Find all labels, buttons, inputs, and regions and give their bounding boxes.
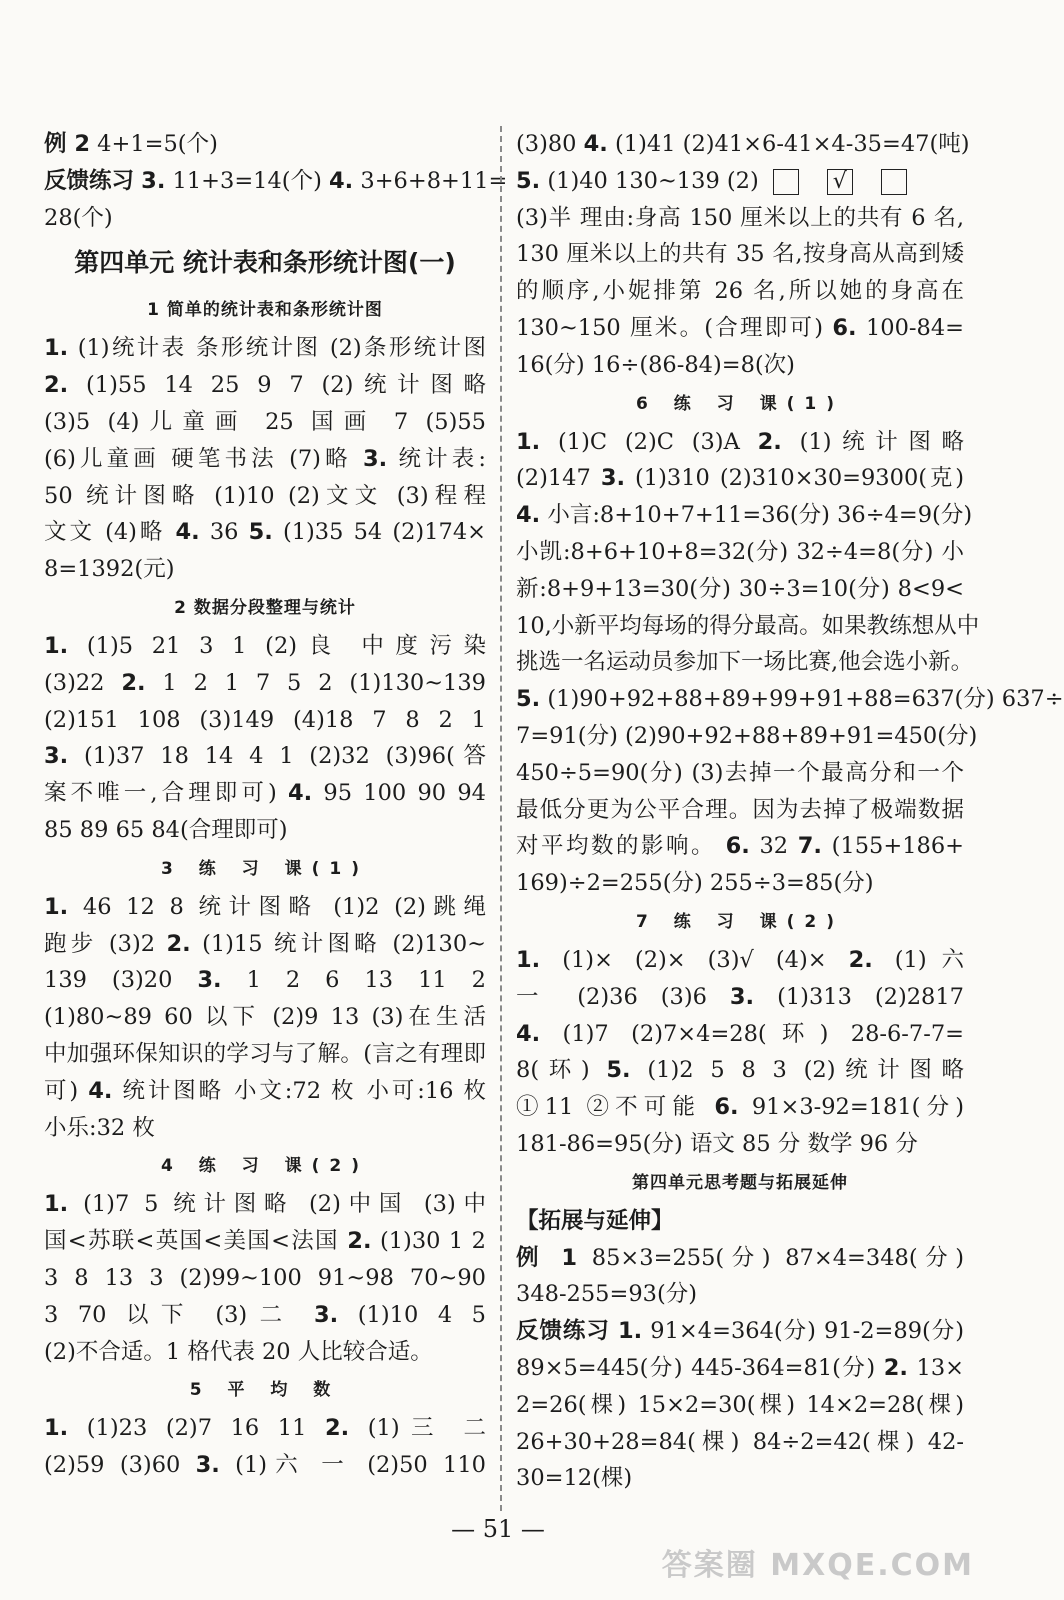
item-number: 5. (248, 519, 273, 546)
answer-line: 30=12(棵) (516, 1465, 633, 1492)
item-number: 2. (757, 428, 782, 455)
item-number: 4. (287, 780, 313, 807)
item-number: 5. (606, 1057, 631, 1084)
answer-line: 的顺序,小妮排第 26 名,所以她的身高在 (516, 278, 964, 305)
answer-line: 可) 4. 统计图略 小文:72 枚 小可:16 枚 (44, 1077, 486, 1104)
answer-line: 例 2 4+1=5(个) (44, 131, 218, 157)
answer-line: 一 (2)36 (3)6 3. (1)313 (2)2817 (516, 983, 964, 1010)
watermark: 答案圈 MXQE.COM (661, 1548, 974, 1583)
answer-line: 小乐:32 枚 (44, 1114, 155, 1141)
section-heading: 5 平 均 数 (189, 1380, 341, 1401)
answer-line: (2)147 3. (1)310 (2)310×30=9300(克) (516, 465, 964, 492)
answer-line (516, 1203, 964, 1240)
answer-line: (2)151 108 (3)149 (4)18 7 8 2 1 (44, 706, 486, 733)
answer-line: 1. (1)7 5 统计图略 (2)中国 (3)中 (44, 1191, 486, 1218)
item-number: 2. (121, 669, 146, 696)
item-number: 1. (44, 1191, 69, 1218)
item-number: 1. (516, 428, 541, 455)
item-number: 2. (166, 930, 191, 957)
item-number: 3. (197, 967, 222, 994)
item-number: 4. (583, 131, 608, 157)
answer-line: (3)22 2. 1 2 1 7 5 2 (1)130~139 (44, 669, 487, 696)
answer-line: 7=91(分) (2)90+92+88+89+91=450(分) (516, 722, 978, 749)
item-number: 3. (729, 983, 755, 1010)
answer-line: 1. (1)23 (2)7 16 11 2. (1)三 二 (44, 1415, 486, 1442)
answer-line: 3 70 以下 (3)二 3. (1)10 4 5 (44, 1301, 486, 1328)
answer-line: 案不唯一,合理即可) 4. 95 100 90 94 (44, 780, 486, 807)
item-number: 6. (725, 833, 750, 860)
answer-line: 国<苏联<英国<美国<法国 2. (1)30 1 2 (44, 1228, 486, 1255)
item-number: 3. (141, 167, 166, 194)
item-number: 4. (516, 502, 541, 529)
item-number: 例 2 (44, 131, 90, 157)
empty-box (881, 169, 907, 195)
section-heading: 3 练 习 课(1) (161, 858, 369, 879)
answer-line: (1)80~89 60 以下 (2)9 13 (3)在生活 (44, 1004, 486, 1031)
answer-line: 5. (1)90+92+88+89+99+91+88=637(分) 637÷ (516, 686, 1064, 713)
answer-line: 348-255=93(分) (516, 1281, 698, 1308)
item-number: 2. (347, 1228, 372, 1255)
item-number: 3. (314, 1301, 339, 1328)
item-number: 【拓展与延伸】 (516, 1207, 674, 1234)
item-number: 1. (44, 335, 69, 362)
answer-line: (3)80 4. (1)41 (2)41×6-41×4-35=47(吨) (516, 131, 970, 157)
item-number: 1. (516, 946, 541, 973)
item-number: 2. (848, 946, 873, 973)
answer-line: 89×5=445(分) 445-364=81(分) 2. 13× (516, 1354, 964, 1381)
answer-line: (6)儿童画 硬笔书法 (7)略 3. 统计表: (44, 445, 487, 472)
answer-line: 130 厘米以上的共有 35 名,按身高从高到矮 (516, 241, 964, 268)
answer-line: 169)÷2=255(分) 255÷3=85(分) (516, 870, 874, 897)
item-number: 3. (363, 445, 388, 472)
item-number: 反馈练习 (516, 1318, 610, 1345)
item-number: 6. (714, 1094, 739, 1121)
answer-line: 中加强环保知识的学习与了解。(言之有理即 (44, 1040, 486, 1067)
answer-line: 对平均数的影响。 6. 32 7. (155+186+ (516, 833, 965, 860)
page-number: — 51 — (451, 1515, 545, 1543)
empty-box (773, 169, 799, 195)
answer-line: 16(分) 16÷(86-84)=8(次) (516, 351, 795, 378)
answer-line: 2=26(棵) 15×2=30(棵) 14×2=28(棵) (516, 1391, 964, 1418)
answer-line: 例 1 85×3=255(分) 87×4=348(分) (516, 1244, 964, 1271)
item-number: 7. (797, 833, 822, 860)
answer-line: 1. (1)统计表 条形统计图 (2)条形统计图 (44, 335, 486, 362)
answer-line: 4. (1)7 (2)7×4=28(环) 28-6-7-7= (516, 1020, 964, 1047)
item-number: 2. (44, 372, 69, 399)
checked-box: √ (827, 169, 853, 195)
answer-line: 1. (1)5 21 3 1 (2)良 中度污染 (44, 632, 486, 659)
section-heading: 第四单元思考题与拓展延伸 (632, 1172, 848, 1193)
answer-line: 2. (1)55 14 25 9 7 (2)统计图略 (44, 372, 486, 399)
item-number: 2. (883, 1354, 908, 1381)
answer-line: 1. (1)C (2)C (3)A 2. (1)统计图略 (516, 428, 964, 455)
answer-line: 最低分更为公平合理。因为去掉了极端数据 (516, 796, 964, 823)
column-divider (500, 126, 502, 1511)
answer-line: 26+30+28=84(棵) 84÷2=42(棵) 42- (516, 1428, 964, 1455)
section-heading: 2 数据分段整理与统计 (174, 597, 356, 618)
section-heading: 6 练 习 课(1) (636, 393, 844, 414)
answer-line: 反馈练习 1. 91×4=364(分) 91-2=89(分) (516, 1318, 965, 1345)
answer-line: 28(个) (44, 204, 113, 231)
answer-line: (3)半 理由:身高 150 厘米以上的共有 6 名, (516, 204, 964, 231)
unit-title: 第四单元 统计表和条形统计图(一) (74, 248, 456, 278)
answer-line: 181-86=95(分) 语文 85 分 数学 96 分 (516, 1130, 918, 1157)
section-heading: 1 简单的统计表和条形统计图 (147, 300, 383, 321)
answer-line: ①11 ②不可能 6. 91×3-92=181(分) (516, 1094, 964, 1121)
answer-line: (2)59 (3)60 3. (1)六 一 (2)50 110 (44, 1452, 486, 1479)
answer-line: 4. 小言:8+10+7+11=36(分) 36÷4=9(分) (516, 502, 973, 529)
answer-line: (2)不合适。1 格代表 20 人比较合适。 (44, 1338, 433, 1365)
answer-line: 挑选一名运动员参加下一场比赛,他会选小新。 (516, 649, 974, 676)
section-heading: 7 练 习 课(2) (636, 911, 844, 932)
item-number: 6. (832, 314, 857, 341)
item-number: 4. (88, 1077, 113, 1104)
item-number: 1. (44, 893, 69, 920)
left-column (44, 126, 508, 1484)
item-number: 3. (195, 1452, 220, 1479)
answer-line: 50 统计图略 (1)10 (2)文文 (3)程程 (44, 482, 486, 509)
answer-line: 450÷5=90(分) (3)去掉一个最高分和一个 (516, 759, 964, 786)
item-number: 反馈练习 (44, 167, 135, 194)
answer-line: (3)5 (4)儿童画 25 国画 7 (5)55 (44, 408, 486, 435)
item-number: 1. (44, 1415, 69, 1442)
answer-line: 跑步 (3)2 2. (1)15 统计图略 (2)130~ (44, 930, 486, 957)
answer-line: 8=1392(元) (44, 556, 175, 583)
answer-line: 139 (3)20 3. 1 2 6 13 11 2 (44, 967, 486, 994)
answer-line: 新:8+9+13=30(分) 30÷3=10(分) 8<9< (516, 575, 964, 602)
item-number: 1. (617, 1318, 643, 1345)
section-heading: 4 练 习 课(2) (161, 1156, 369, 1177)
answer-line: 小凯:8+6+10+8=32(分) 32÷4=8(分) 小 (516, 538, 964, 565)
item-number: 3. (600, 465, 626, 492)
answer-line: 10,小新平均每场的得分最高。如果教练想从中 (516, 612, 980, 639)
item-number: 4. (516, 1020, 541, 1047)
answer-line: 文文 (4)略 4. 36 5. (1)35 54 (2)174× (44, 519, 486, 546)
answer-line: 85 89 65 84(合理即可) (44, 816, 288, 843)
item-number: 5. (516, 686, 541, 713)
item-number: 2. (324, 1415, 350, 1442)
answer-line: 8(环) 5. (1)2 5 8 3 (2)统计图略 (516, 1057, 964, 1084)
item-number: 例 1 (516, 1244, 578, 1271)
answer-line-checkboxes: 5. (1)40 130~139 (2) √ (516, 163, 964, 200)
item-number: 4. (329, 167, 354, 194)
answer-line: 1. 46 12 8 统计图略 (1)2 (2)跳绳 (44, 893, 486, 920)
item-number: 5. (516, 167, 541, 194)
item-number: 4. (175, 519, 200, 546)
answer-line: 130~150 厘米。(合理即可) 6. 100-84= (516, 314, 965, 341)
item-number: 3. (44, 743, 69, 770)
answer-line: 3. (1)37 18 14 4 1 (2)32 (3)96(答 (44, 743, 486, 770)
answer-line: 3 8 13 3 (2)99~100 91~98 70~90 (44, 1264, 486, 1291)
answer-line: 反馈练习 3. 11+3=14(个) 4. 3+6+8+11= (44, 167, 508, 194)
answer-line: 1. (1)× (2)× (3)√ (4)× 2. (1)六 (516, 946, 964, 973)
item-number: 1. (44, 632, 69, 659)
right-column (516, 126, 1064, 1497)
